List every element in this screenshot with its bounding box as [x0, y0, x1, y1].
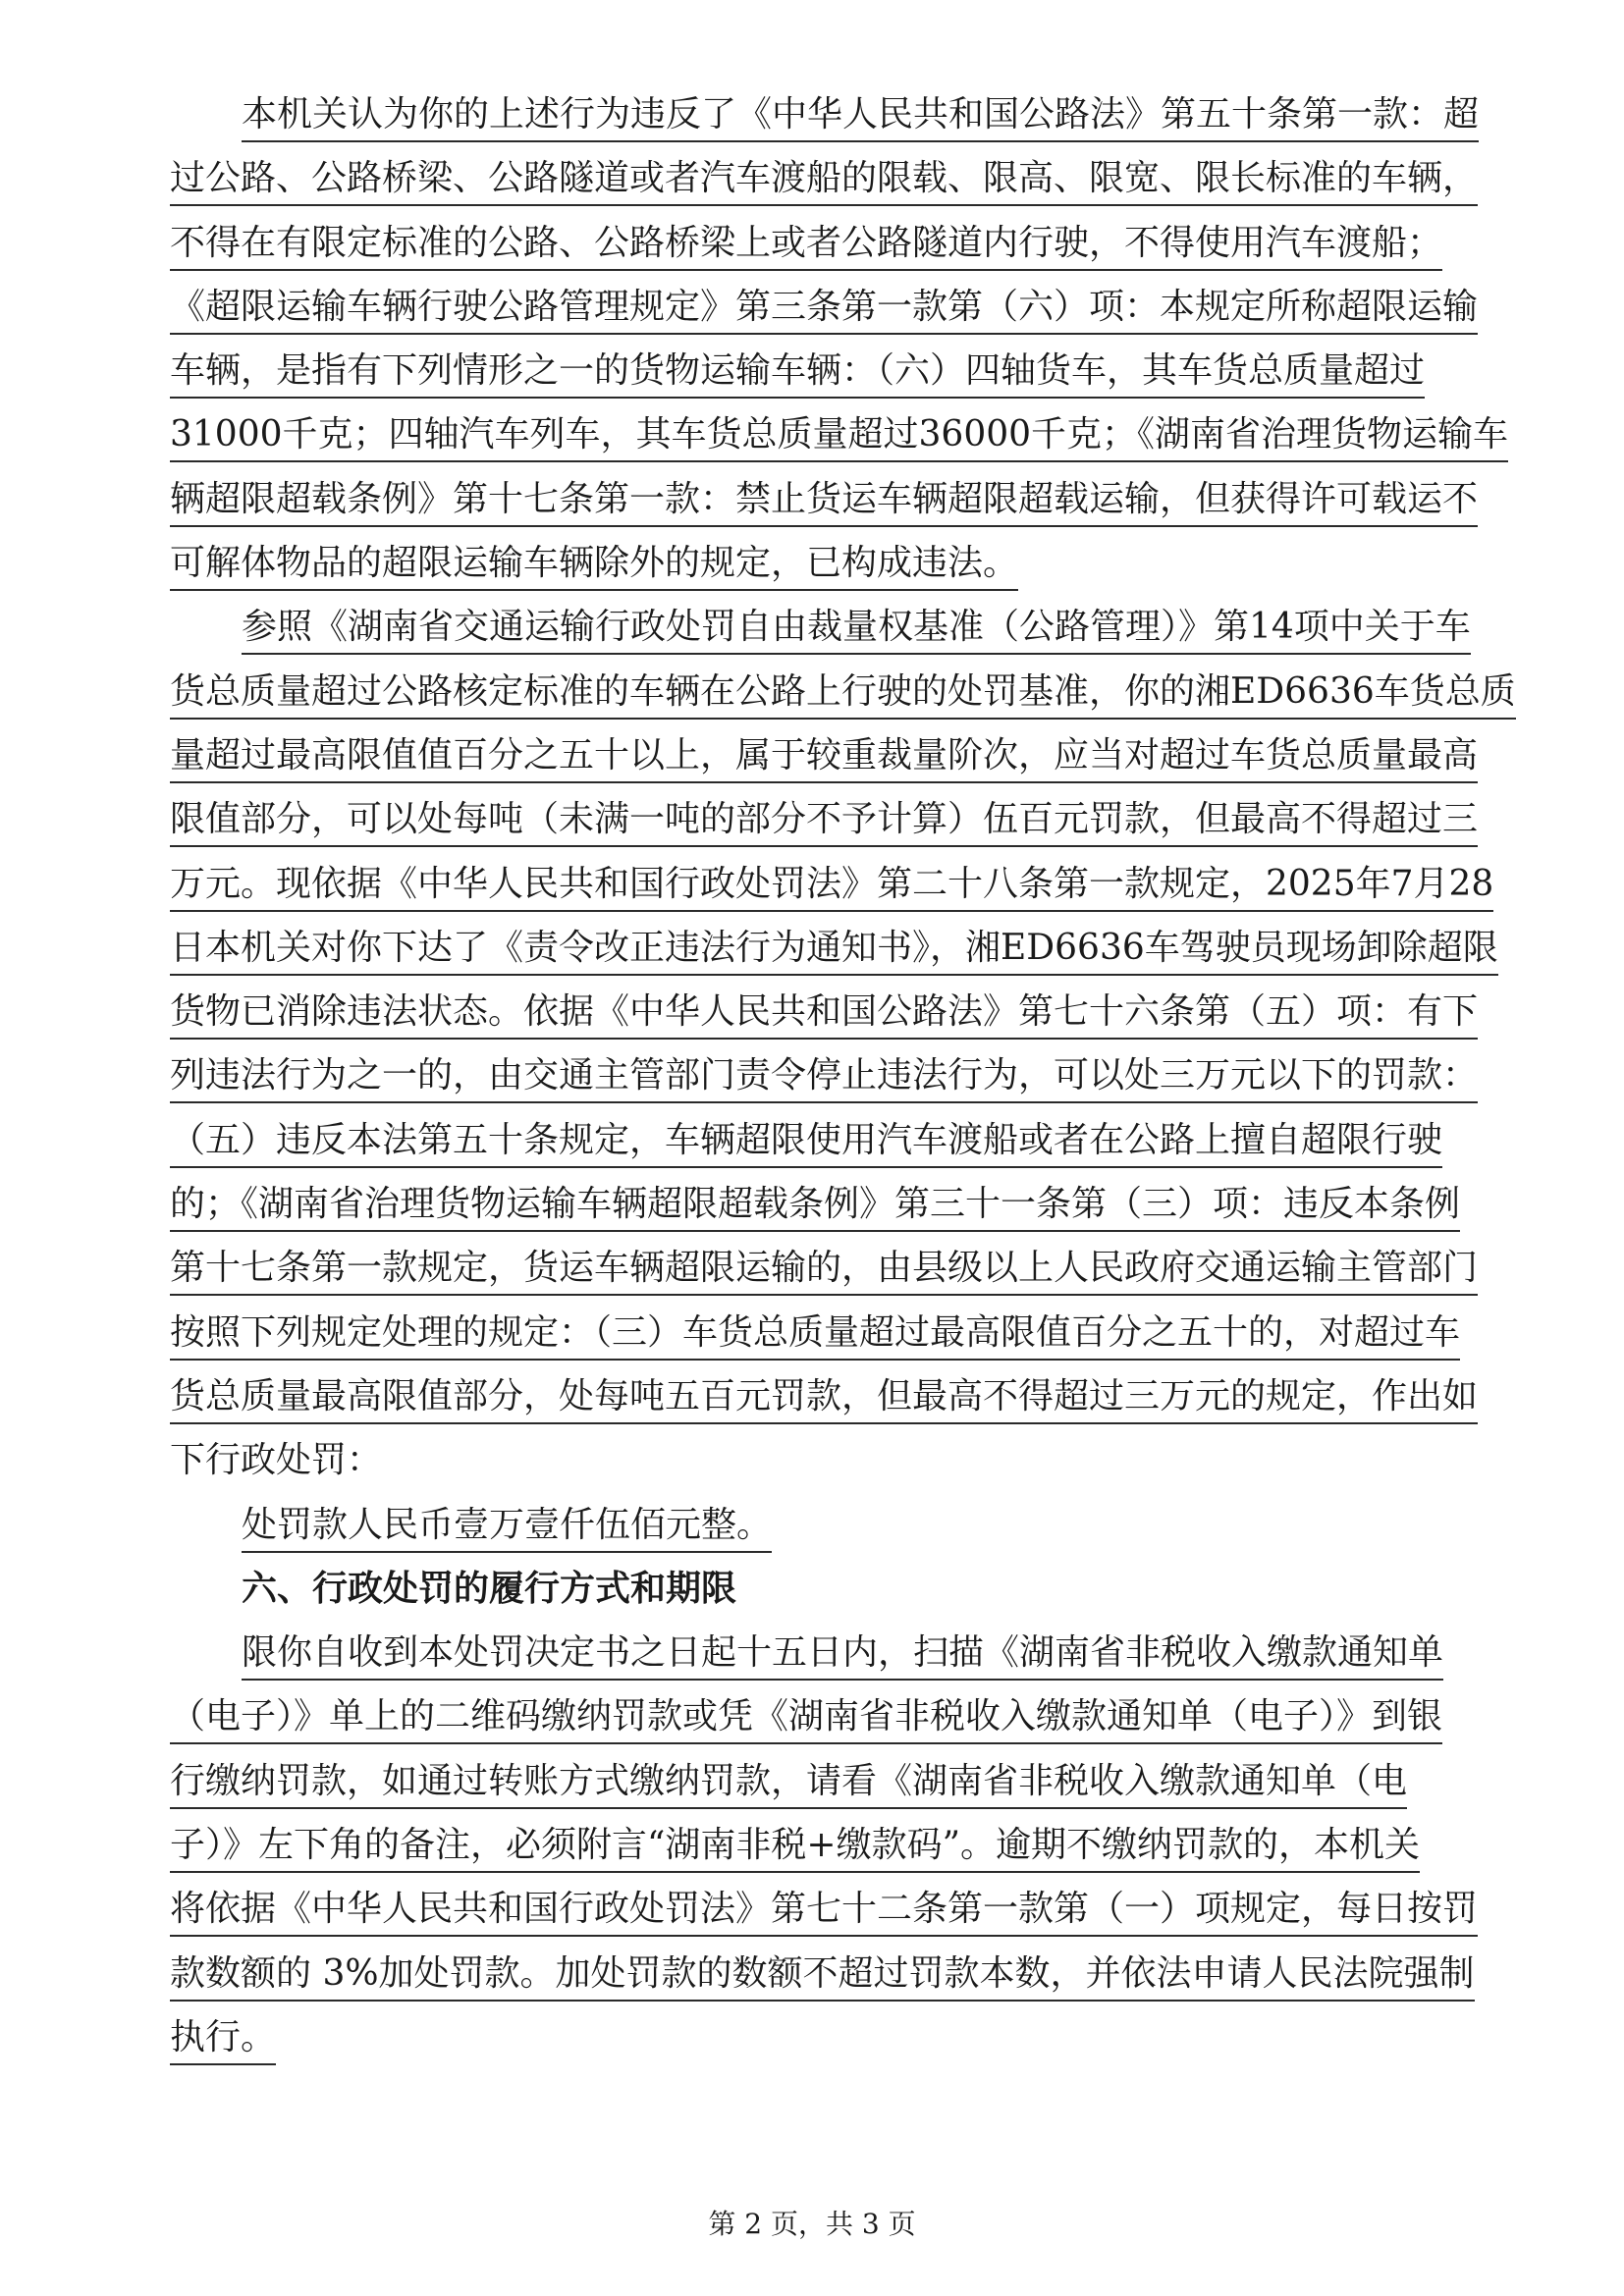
line-text: 执行。	[170, 2014, 276, 2065]
text-line	[170, 660, 1544, 723]
line-text: （电子）》单上的二维码缴纳罚款或凭《湖南省非税收入缴款通知单（电子）》到银	[170, 1693, 1442, 1744]
line-text: 第十七条第一款规定，货运车辆超限运输的，由县级以上人民政府交通运输主管部门	[170, 1245, 1478, 1296]
text-line	[170, 1043, 1544, 1107]
line-text: 按照下列规定处理的规定：（三）车货总质量超过最高限值百分之五十的，对超过车	[170, 1309, 1460, 1361]
line-text: 辆超限超载条例》第十七条第一款：禁止货运车辆超限超载运输，但获得许可载运不	[170, 476, 1478, 527]
line-text: 限你自收到本处罚决定书之日起十五日内，扫描《湖南省非税收入缴款通知单	[242, 1629, 1443, 1681]
page-number-footer: 第 2 页，共 3 页	[708, 2208, 916, 2240]
text-line	[170, 1621, 1544, 1684]
section-heading	[170, 1557, 1544, 1621]
document-body	[170, 82, 1544, 2069]
text-line	[170, 402, 1544, 466]
line-text: 限值部分，可以处每吨（未满一吨的部分不予计算）伍百元罚款，但最高不得超过三	[170, 796, 1478, 847]
text-line	[170, 1749, 1544, 1813]
line-text: 万元。现依据《中华人民共和国行政处罚法》第二十八条第一款规定，2025年7月28	[170, 861, 1493, 912]
line-text: 过公路、公路桥梁、公路隧道或者汽车渡船的限载、限高、限宽、限长标准的车辆，	[170, 155, 1478, 206]
text-line	[170, 1172, 1544, 1236]
line-text: 31000千克；四轴汽车列车，其车货总质量超过36000千克；《湖南省治理货物运输车	[170, 411, 1508, 462]
text-line	[170, 916, 1544, 980]
line-text: 不得在有限定标准的公路、公路桥梁上或者公路隧道内行驶，不得使用汽车渡船；	[170, 220, 1442, 271]
text-line	[170, 467, 1544, 531]
line-text: 参照《湖南省交通运输行政处罚自由裁量权基准（公路管理）》第14项中关于车	[242, 604, 1471, 655]
text-line	[170, 146, 1544, 210]
line-text: 《超限运输车辆行驶公路管理规定》第三条第一款第（六）项：本规定所称超限运输	[170, 284, 1478, 335]
text-line	[170, 723, 1544, 787]
text-line	[170, 1301, 1544, 1364]
paragraph-payment-terms	[170, 1621, 1544, 2069]
text-line	[170, 1877, 1544, 1941]
line-text: 货物已消除违法状态。依据《中华人民共和国公路法》第七十六条第（五）项：有下	[170, 988, 1478, 1040]
line-text: 本机关认为你的上述行为违反了《中华人民共和国公路法》第五十条第一款：超	[242, 91, 1479, 142]
paragraph-violation-statement	[170, 82, 1544, 595]
text-line	[170, 1236, 1544, 1300]
line-text: 日本机关对你下达了《责令改正违法行为通知书》，湘ED6636车驾驶员现场卸除超限	[170, 925, 1498, 976]
line-text: 款数额的 3%加处罚款。加处罚款的数额不超过罚款本数，并依法申请人民法院强制	[170, 1950, 1475, 2002]
text-line	[170, 211, 1544, 275]
line-text: 行缴纳罚款，如通过转账方式缴纳罚款，请看《湖南省非税收入缴款通知单（电	[170, 1758, 1407, 1809]
text-line	[170, 1813, 1544, 1877]
line-text: 量超过最高限值值百分之五十以上，属于较重裁量阶次，应当对超过车货总质量最高	[170, 732, 1478, 783]
text-line	[170, 339, 1544, 402]
text-line	[170, 595, 1544, 659]
text-line	[170, 531, 1544, 595]
text-line	[170, 852, 1544, 916]
line-text: 列违法行为之一的，由交通主管部门责令停止违法行为，可以处三万元以下的罚款：	[170, 1052, 1478, 1103]
line-text: 处罚款人民币壹万壹仟伍佰元整。	[242, 1502, 772, 1553]
section-heading-payment	[170, 1557, 1544, 1621]
text-line	[170, 1364, 1544, 1428]
line-text: 下行政处罚：	[170, 1440, 383, 1481]
paragraph-penalty-amount	[170, 1493, 1544, 1557]
line-text: 可解体物品的超限运输车辆除外的规定，已构成违法。	[170, 540, 1018, 591]
text-line	[170, 2005, 1544, 2069]
text-line	[170, 1108, 1544, 1172]
text-line	[170, 82, 1544, 146]
line-text: 将依据《中华人民共和国行政处罚法》第七十二条第一款第（一）项规定，每日按罚	[170, 1886, 1478, 1937]
line-text: （五）违反本法第五十条规定，车辆超限使用汽车渡船或者在公路上擅自超限行驶	[170, 1117, 1442, 1168]
text-line	[170, 1684, 1544, 1748]
heading-text: 六、行政处罚的履行方式和期限	[242, 1568, 737, 1609]
text-line	[170, 1942, 1544, 2005]
text-line	[170, 275, 1544, 339]
line-text: 车辆，是指有下列情形之一的货物运输车辆：（六）四轴货车，其车货总质量超过	[170, 347, 1425, 399]
text-line	[170, 980, 1544, 1043]
text-line	[170, 1493, 1544, 1557]
paragraph-penalty-basis	[170, 595, 1544, 1492]
line-text: 子）》左下角的备注，必须附言“湖南非税+缴款码”。逾期不缴纳罚款的，本机关	[170, 1822, 1420, 1873]
line-text: 货总质量最高限值部分，处每吨五百元罚款，但最高不得超过三万元的规定，作出如	[170, 1373, 1478, 1424]
text-line	[170, 787, 1544, 851]
line-text: 的；《湖南省治理货物运输车辆超限超载条例》第三十一条第（三）项：违反本条例	[170, 1181, 1460, 1232]
line-text: 货总质量超过公路核定标准的车辆在公路上行驶的处罚基准，你的湘ED6636车货总质	[170, 668, 1516, 720]
text-line	[170, 1428, 1544, 1492]
